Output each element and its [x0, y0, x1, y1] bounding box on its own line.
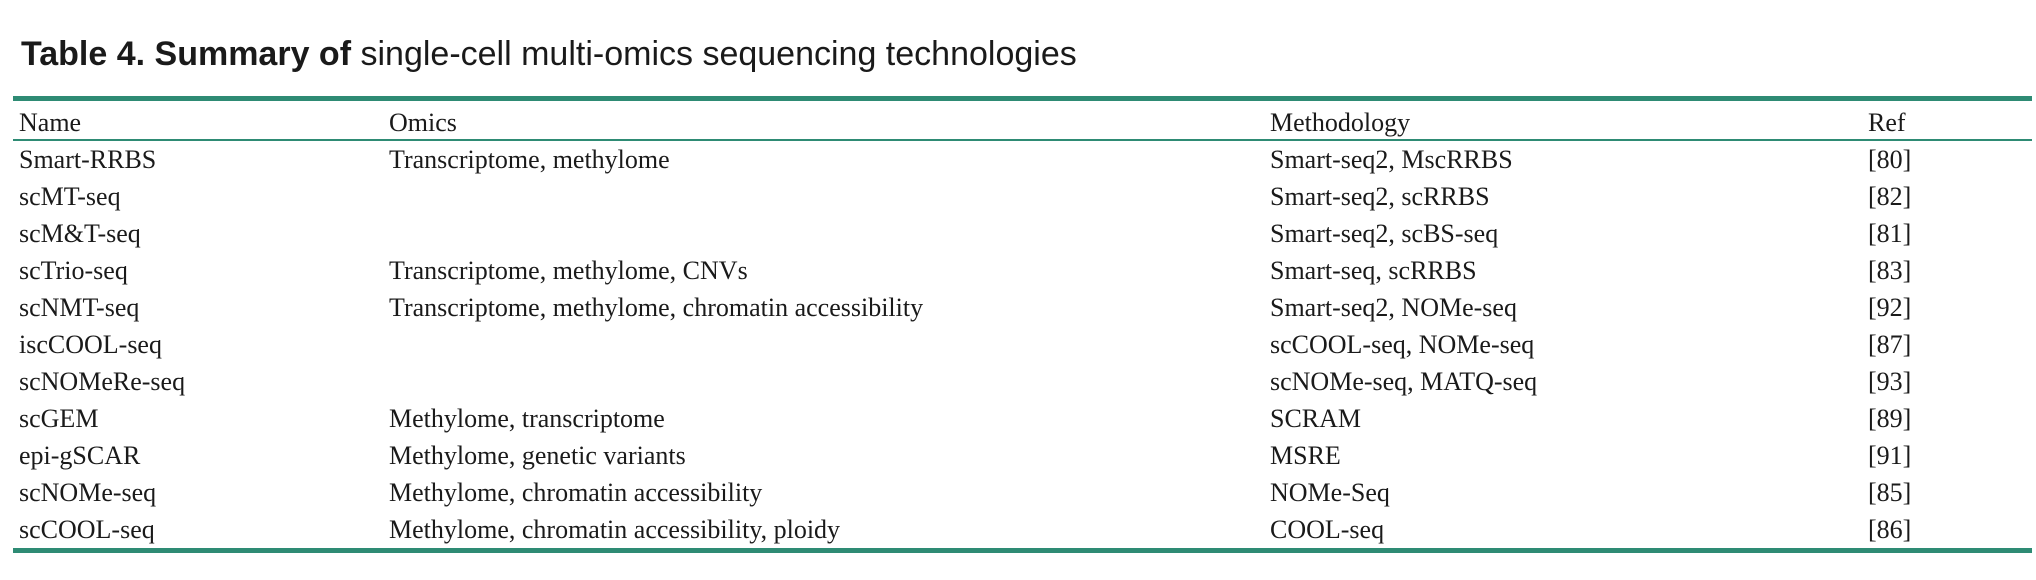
cell-omics: Methylome, chromatin accessibility — [389, 477, 763, 507]
column-header-name: Name — [19, 108, 82, 137]
table-row — [13, 400, 2032, 437]
column-header-ref: Ref — [1868, 108, 1906, 137]
cell-methodology: NOMe-Seq — [1270, 477, 1390, 507]
table-caption-text: single-cell multi-omics sequencing technologies — [360, 35, 1077, 73]
table-caption-bold: Table 4. Summary of — [21, 35, 352, 73]
table-header-row — [13, 101, 2032, 139]
cell-name: scNMT-seq — [19, 292, 140, 322]
cell-methodology: Smart-seq, scRRBS — [1270, 255, 1477, 285]
cell-ref: [83] — [1868, 255, 1912, 285]
cell-omics — [383, 215, 1264, 252]
cell-methodology: SCRAM — [1270, 403, 1362, 433]
cell-omics: Transcriptome, methylome, chromatin accessibility — [389, 292, 924, 322]
summary-table — [13, 96, 2032, 553]
cell-name: scMT-seq — [19, 181, 121, 211]
cell-ref: [92] — [1868, 292, 1912, 322]
cell-methodology: COOL-seq — [1270, 514, 1385, 544]
cell-omics: Transcriptome, methylome — [389, 144, 670, 174]
cell-omics: Methylome, transcriptome — [389, 403, 665, 433]
table-row — [13, 252, 2032, 289]
cell-ref: [85] — [1868, 477, 1912, 507]
cell-methodology: Smart-seq2, NOMe-seq — [1270, 292, 1517, 322]
cell-methodology: Smart-seq2, MscRRBS — [1270, 144, 1513, 174]
table-row — [13, 363, 2032, 400]
table-row — [13, 178, 2032, 215]
cell-name: scNOMe-seq — [19, 477, 157, 507]
cell-ref: [91] — [1868, 440, 1912, 470]
table-row — [13, 474, 2032, 511]
table-row — [13, 437, 2032, 474]
cell-methodology: scCOOL-seq, NOMe-seq — [1270, 329, 1535, 359]
cell-ref: [82] — [1868, 181, 1912, 211]
cell-omics — [383, 178, 1264, 215]
cell-omics: Methylome, genetic variants — [389, 440, 686, 470]
table-caption — [21, 26, 1077, 82]
cell-methodology: Smart-seq2, scBS-seq — [1270, 218, 1499, 248]
cell-omics — [383, 326, 1264, 363]
cell-ref: [89] — [1868, 403, 1912, 433]
cell-ref: [81] — [1868, 218, 1912, 248]
cell-omics: Transcriptome, methylome, CNVs — [389, 255, 748, 285]
cell-name: scCOOL-seq — [19, 514, 155, 544]
cell-ref: [86] — [1868, 514, 1912, 544]
cell-omics — [383, 363, 1264, 400]
cell-omics: Methylome, chromatin accessibility, ploidy — [389, 514, 841, 544]
omics-table-body — [13, 141, 2032, 548]
cell-name: iscCOOL-seq — [19, 329, 162, 359]
table-row — [13, 511, 2032, 548]
table-row — [13, 141, 2032, 178]
cell-name: epi-gSCAR — [19, 440, 141, 470]
column-header-omics: Omics — [389, 108, 457, 137]
cell-name: scGEM — [19, 403, 99, 433]
cell-name: scTrio-seq — [19, 255, 128, 285]
table-row — [13, 215, 2032, 252]
table-bottom-rule — [13, 548, 2032, 553]
table-row — [13, 289, 2032, 326]
cell-ref: [80] — [1868, 144, 1912, 174]
cell-methodology: scNOMe-seq, MATQ-seq — [1270, 366, 1538, 396]
cell-ref: [87] — [1868, 329, 1912, 359]
column-header-methodology: Methodology — [1270, 108, 1411, 137]
cell-name: scNOMeRe-seq — [19, 366, 186, 396]
cell-methodology: MSRE — [1270, 440, 1341, 470]
table-row — [13, 326, 2032, 363]
omics-table — [13, 101, 2032, 139]
cell-methodology: Smart-seq2, scRRBS — [1270, 181, 1490, 211]
cell-ref: [93] — [1868, 366, 1912, 396]
cell-name: Smart-RRBS — [19, 144, 157, 174]
cell-name: scM&T-seq — [19, 218, 141, 248]
